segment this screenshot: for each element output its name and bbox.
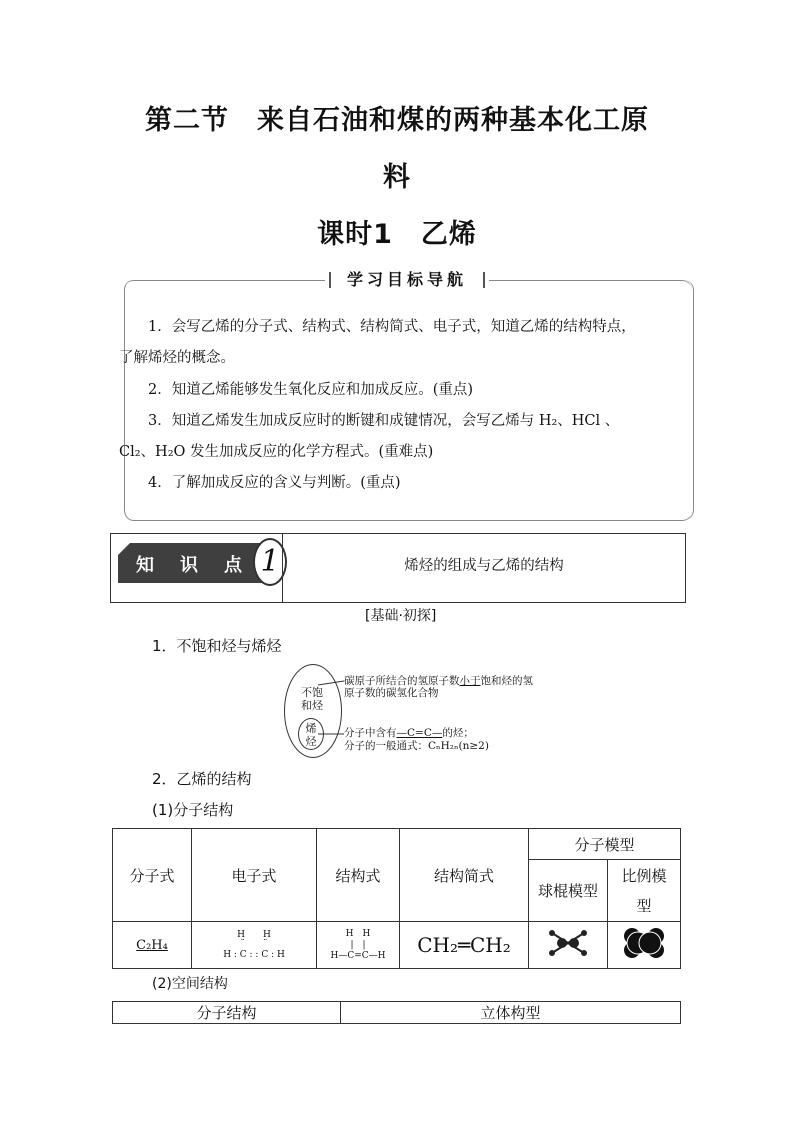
th-ball-stick: 球棍模型 [529, 860, 608, 922]
th-molecular-structure: 分子结构 [113, 1002, 341, 1024]
th-spatial-configuration: 立体构型 [341, 1002, 681, 1024]
knowledge-topic: 烯烃的组成与乙烯的结构 [404, 558, 564, 574]
basic-explore-tag: [基础·初探] [365, 608, 437, 624]
spatial-structure-table [112, 1001, 681, 1024]
objective-1-cont: 了解烯烃的概念。 [119, 350, 235, 366]
objective-3-cont: Cl₂、H₂O 发生加成反应的化学方程式。(重难点) [119, 444, 434, 460]
knowledge-point-box [110, 533, 686, 603]
structural-formula: H H | | H—C=C—H [317, 922, 400, 969]
electronic-formula: H H ¨ ¨ H : C : : C : H [192, 922, 317, 969]
th-model: 分子模型 [529, 829, 681, 860]
page-title: 第二节 来自石油和煤的两种基本化工原 [145, 105, 649, 136]
badge-char-1: 知 [136, 555, 154, 576]
objective-1: 1．会写乙烯的分子式、结构式、结构简式、电子式，知道乙烯的结构特点， [148, 319, 636, 335]
th-simplified: 结构简式 [400, 829, 529, 922]
alkene-definition: 分子中含有—C=C—的烃； 分子的一般通式：CₙH₂ₙ(n≥2) [344, 727, 489, 752]
ethylene-structure-table [112, 828, 681, 969]
unsaturated-label: 不饱 和烃 [301, 686, 323, 712]
th-scale: 比例模 型 [608, 860, 681, 922]
page-subtitle: 课时1 乙烯 [317, 219, 477, 250]
th-structural: 结构式 [317, 829, 400, 922]
section-1-heading: 1．不饱和烃与烯烃 [152, 637, 282, 655]
section-2-heading: 2．乙烯的结构 [152, 770, 252, 788]
page-title-cont: 料 [383, 162, 411, 193]
molecular-structure-heading: (1)分子结构 [152, 801, 234, 819]
th-electronic: 电子式 [192, 829, 317, 922]
objectives-heading: 学习目标导航 [325, 266, 489, 294]
formula-value: C₂H₄ [113, 922, 192, 969]
badge-char-2: 识 [180, 555, 198, 576]
simplified-formula: CH₂═CH₂ [400, 922, 529, 969]
objectives-frame-bottom [124, 510, 692, 521]
corner-triangle-icon [118, 543, 130, 555]
badge-char-3: 点 [224, 555, 242, 576]
space-filling-model [608, 922, 681, 969]
ball-stick-model-icon [546, 928, 590, 958]
ball-stick-model [529, 922, 608, 969]
knowledge-point-badge [118, 543, 270, 583]
objective-2: 2．知道乙烯能够发生氧化反应和加成反应。(重点) [148, 382, 474, 398]
space-filling-model-icon [621, 925, 667, 961]
spatial-structure-heading: (2)空间结构 [152, 976, 228, 992]
th-formula: 分子式 [113, 829, 192, 922]
objective-3: 3．知道乙烯发生加成反应时的断键和成键情况，会写乙烯与 H₂、HCl 、 [148, 413, 620, 429]
alkene-oval: 烯 烃 [298, 718, 324, 750]
objective-4: 4．了解加成反应的含义与判断。(重点) [148, 475, 401, 491]
unsaturated-definition: 碳原子所结合的氢原子数小于饱和烃的氢 原子数的碳氢化合物 [344, 675, 533, 699]
badge-number: 1 [253, 538, 287, 586]
